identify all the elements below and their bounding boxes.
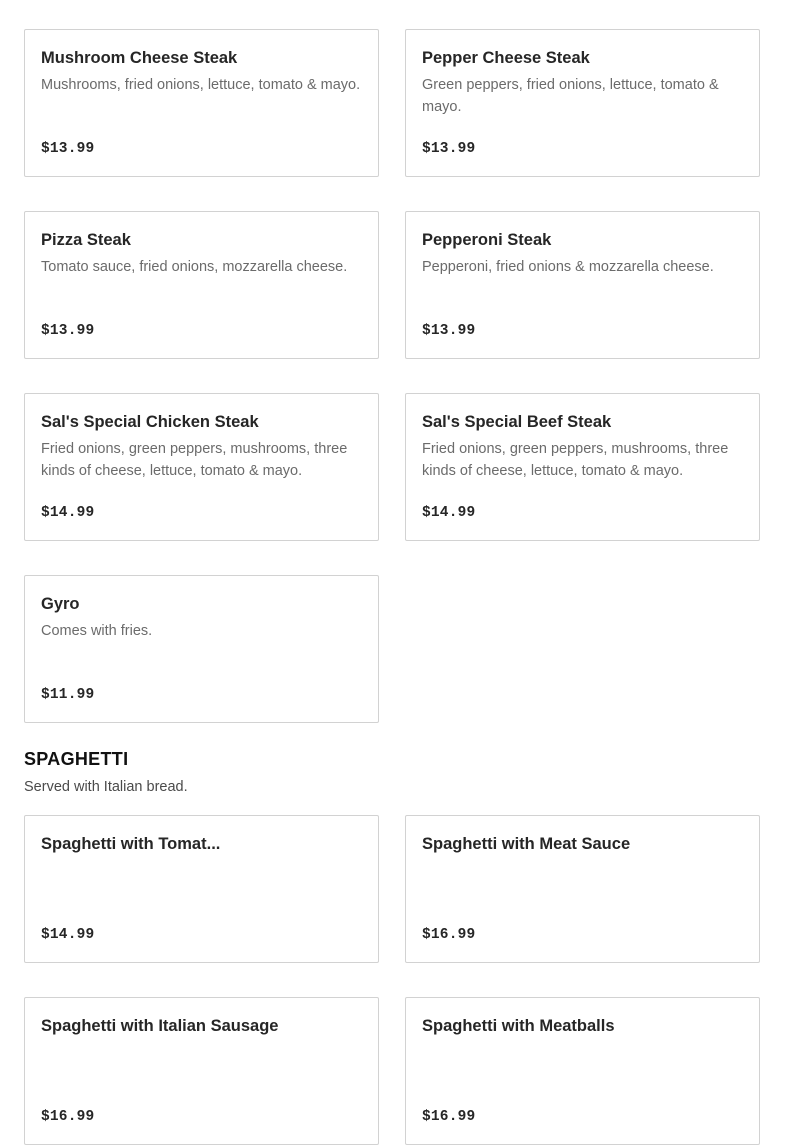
item-description: Tomato sauce, fried onions, mozzarella cheese. <box>41 259 348 275</box>
item-name: Spaghetti with Tomat... <box>41 835 221 853</box>
item-price: $16.99 <box>41 1109 95 1125</box>
item-name: Sal's Special Chicken Steak <box>41 413 259 431</box>
menu-item-card[interactable] <box>24 393 379 541</box>
item-price: $16.99 <box>422 1109 476 1125</box>
menu-item-card[interactable] <box>24 997 379 1145</box>
menu-item-card[interactable] <box>24 29 379 177</box>
item-price: $14.99 <box>41 505 95 521</box>
menu-item-card[interactable] <box>405 997 760 1145</box>
item-price: $13.99 <box>422 323 476 339</box>
item-description: Comes with fries. <box>41 623 153 639</box>
menu-item-card[interactable] <box>405 393 760 541</box>
item-name: Spaghetti with Italian Sausage <box>41 1017 279 1035</box>
item-price: $13.99 <box>41 141 95 157</box>
item-description: Fried onions, green peppers, mushrooms, three kinds of cheese, lettuce, tomato & mayo. <box>422 441 729 479</box>
item-description: Green peppers, fried onions, lettuce, tomato & mayo. <box>422 77 719 115</box>
item-name: Spaghetti with Meatballs <box>422 1017 615 1035</box>
item-price: $13.99 <box>41 323 95 339</box>
menu-item-card[interactable] <box>405 815 760 963</box>
menu-item-card[interactable] <box>405 29 760 177</box>
item-name: Sal's Special Beef Steak <box>422 413 612 431</box>
item-price: $16.99 <box>422 927 476 943</box>
menu-item-card[interactable] <box>24 815 379 963</box>
item-description: Pepperoni, fried onions & mozzarella cheese. <box>422 259 714 275</box>
section-subtitle: Served with Italian bread. <box>24 779 188 795</box>
item-price: $14.99 <box>422 505 476 521</box>
menu-item-card[interactable] <box>24 575 379 723</box>
menu-item-card[interactable] <box>405 211 760 359</box>
item-name: Pizza Steak <box>41 231 131 249</box>
item-description: Mushrooms, fried onions, lettuce, tomato & mayo. <box>41 77 361 93</box>
item-price: $13.99 <box>422 141 476 157</box>
item-name: Mushroom Cheese Steak <box>41 49 238 67</box>
section-title: SPAGHETTI <box>24 749 129 769</box>
item-name: Pepperoni Steak <box>422 231 552 249</box>
item-price: $11.99 <box>41 687 95 703</box>
item-name: Spaghetti with Meat Sauce <box>422 835 631 853</box>
item-name: Pepper Cheese Steak <box>422 49 590 67</box>
item-price: $14.99 <box>41 927 95 943</box>
item-description: Fried onions, green peppers, mushrooms, three kinds of cheese, lettuce, tomato & mayo. <box>41 441 348 479</box>
menu-item-card[interactable] <box>24 211 379 359</box>
item-name: Gyro <box>41 595 80 613</box>
